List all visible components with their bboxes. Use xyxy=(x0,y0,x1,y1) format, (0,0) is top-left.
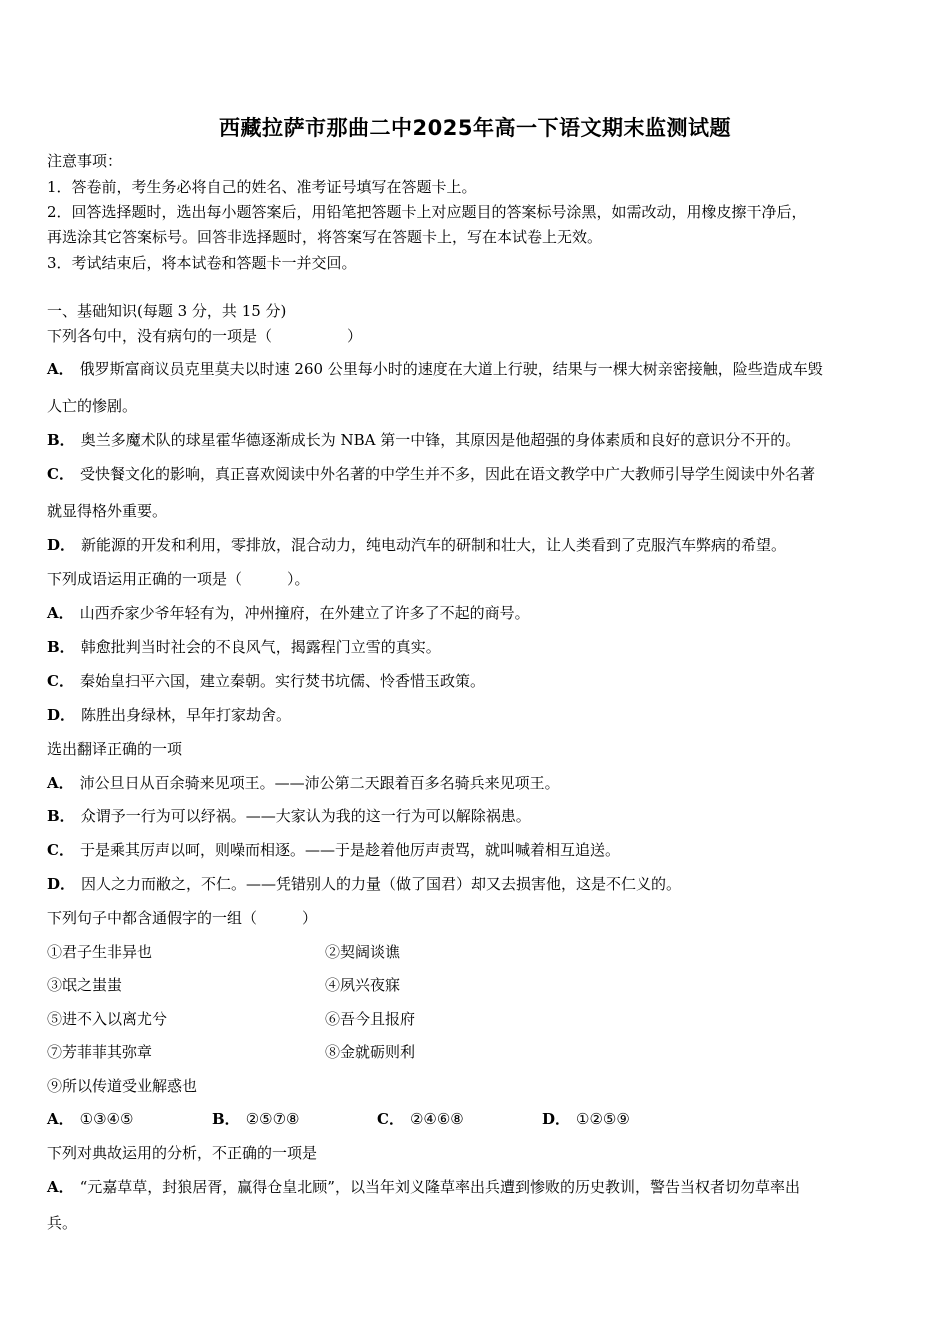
choice-c xyxy=(377,1109,464,1129)
option-text: 受快餐文化的影响，真正喜欢阅读中外名著的中学生并不多，因此在语文教学中广大教师引导学生阅读中外名著 xyxy=(79,465,815,483)
sentence-item: ⑦芳菲菲其弥章 xyxy=(47,1043,153,1061)
option-continuation: 人亡的惨剧。 xyxy=(47,397,138,415)
option-a xyxy=(47,1177,903,1197)
option-text: ②⑤⑦⑧ xyxy=(245,1110,300,1128)
notice-heading: 注意事项： xyxy=(47,152,123,170)
option-label: D． xyxy=(542,1110,571,1128)
option-label: A． xyxy=(47,604,74,622)
sentence-item: ⑥吾今且报府 xyxy=(325,1010,416,1028)
option-a xyxy=(47,359,903,379)
option-text: 韩愈批判当时社会的不良风气，揭露程门立雪的真实。 xyxy=(80,638,441,656)
choice-a xyxy=(47,1109,133,1129)
option-text: 于是乘其厉声以呵，则噪而相逐。——于是趁着他厉声责骂，就叫喊着相互追送。 xyxy=(79,841,620,859)
option-label: D． xyxy=(47,536,76,554)
option-label: B． xyxy=(47,638,75,656)
option-label: A． xyxy=(47,1110,74,1128)
option-label: C． xyxy=(47,841,74,859)
choice-d xyxy=(542,1109,630,1129)
sentence-item: ④夙兴夜寐 xyxy=(325,976,401,994)
option-label: D． xyxy=(47,706,76,724)
sentence-item: ②契阔谈谯 xyxy=(325,943,401,961)
sentence-row xyxy=(47,975,903,995)
question-stem: 选出翻译正确的一项 xyxy=(47,740,183,758)
option-d xyxy=(47,874,903,894)
sentence-row xyxy=(47,1042,903,1062)
option-text: ②④⑥⑧ xyxy=(409,1110,464,1128)
exam-title: 西藏拉萨市那曲二中2025年高一下语文期末监测试题 xyxy=(219,116,731,140)
option-text: 众谓予一行为可以纾祸。——大家认为我的这一行为可以解除祸患。 xyxy=(80,807,531,825)
option-c xyxy=(47,464,903,484)
option-label: B． xyxy=(47,807,75,825)
option-text: 俄罗斯富商议员克里莫夫以时速 260 公里每小时的速度在大道上行驶，结果与一棵大树亲密接触，险些造成车毁 xyxy=(79,360,823,378)
option-text: 沛公旦日从百余骑来见项王。——沛公第二天跟着百多名骑兵来见项王。 xyxy=(79,774,560,792)
option-label: A． xyxy=(47,774,74,792)
sentence-item: ①君子生非异也 xyxy=(47,943,153,961)
question-stem: 下列句子中都含通假字的一组（ ） xyxy=(47,909,318,927)
option-text: 奥兰多魔术队的球星霍华德逐渐成长为 NBA 第一中锋，其原因是他超强的身体素质和良好的意识分不开的。 xyxy=(80,431,801,449)
section-heading: 一、基础知识(每题 3 分，共 15 分) xyxy=(47,302,287,320)
sentence-row xyxy=(47,942,903,962)
option-continuation: 兵。 xyxy=(47,1214,78,1232)
option-text: 秦始皇扫平六国，建立秦朝。实行焚书坑儒、怜香惜玉政策。 xyxy=(79,672,485,690)
question-stem: 下列对典故运用的分析，不正确的一项是 xyxy=(47,1144,318,1162)
sentence-item: ⑧金就砺则利 xyxy=(325,1043,416,1061)
option-text: 新能源的开发和利用，零排放，混合动力，纯电动汽车的研制和壮大，让人类看到了克服汽车弊病的希望。 xyxy=(81,536,787,554)
option-d xyxy=(47,535,903,555)
sentence-item: ③氓之蚩蚩 xyxy=(47,976,123,994)
notice-item: 再选涂其它答案标号。回答非选择题时，将答案写在答题卡上，写在本试卷上无效。 xyxy=(47,228,603,246)
option-label: C． xyxy=(377,1110,404,1128)
question-stem: 下列各句中，没有病句的一项是（ ） xyxy=(47,327,363,345)
option-text: “元嘉草草，封狼居胥，赢得仓皇北顾”，以当年刘义隆草率出兵遭到惨败的历史教训，警告当权者切勿草率出 xyxy=(79,1178,800,1196)
sentence-row xyxy=(47,1009,903,1029)
option-b xyxy=(47,637,903,657)
option-a xyxy=(47,603,903,623)
notice-item: 2．回答选择题时，选出每小题答案后，用铅笔把答题卡上对应题目的答案标号涂黑，如需改动，用橡皮擦干净后， xyxy=(47,203,807,221)
option-label: D． xyxy=(47,875,76,893)
option-b xyxy=(47,806,903,826)
option-b xyxy=(47,430,903,450)
option-label: C． xyxy=(47,465,74,483)
option-label: B． xyxy=(47,431,75,449)
notice-item: 3．考试结束后，将本试卷和答题卡一并交回。 xyxy=(47,254,357,272)
question-stem: 下列成语运用正确的一项是（ ）。 xyxy=(47,570,310,588)
option-continuation: 就显得格外重要。 xyxy=(47,502,168,520)
sentence-item: ⑤进不入以离尤兮 xyxy=(47,1010,168,1028)
option-label: C． xyxy=(47,672,74,690)
option-c xyxy=(47,840,903,860)
option-label: A． xyxy=(47,1178,74,1196)
notice-item: 1．答卷前，考生务必将自己的姓名、准考证号填写在答题卡上。 xyxy=(47,178,477,196)
option-text: ①②⑤⑨ xyxy=(576,1110,630,1128)
choice-b xyxy=(212,1109,299,1129)
option-label: A． xyxy=(47,360,74,378)
option-text: ①③④⑤ xyxy=(79,1110,134,1128)
option-text: 因人之力而敝之，不仁。——凭错别人的力量（做了国君）却又去损害他，这是不仁义的。 xyxy=(81,875,682,893)
option-label: B． xyxy=(212,1110,240,1128)
option-text: 山西乔家少爷年轻有为，冲州撞府，在外建立了许多了不起的商号。 xyxy=(79,604,530,622)
option-c xyxy=(47,671,903,691)
sentence-item: ⑨所以传道受业解惑也 xyxy=(47,1077,198,1095)
option-text: 陈胜出身绿林，早年打家劫舍。 xyxy=(81,706,292,724)
option-d xyxy=(47,705,903,725)
option-a xyxy=(47,773,903,793)
